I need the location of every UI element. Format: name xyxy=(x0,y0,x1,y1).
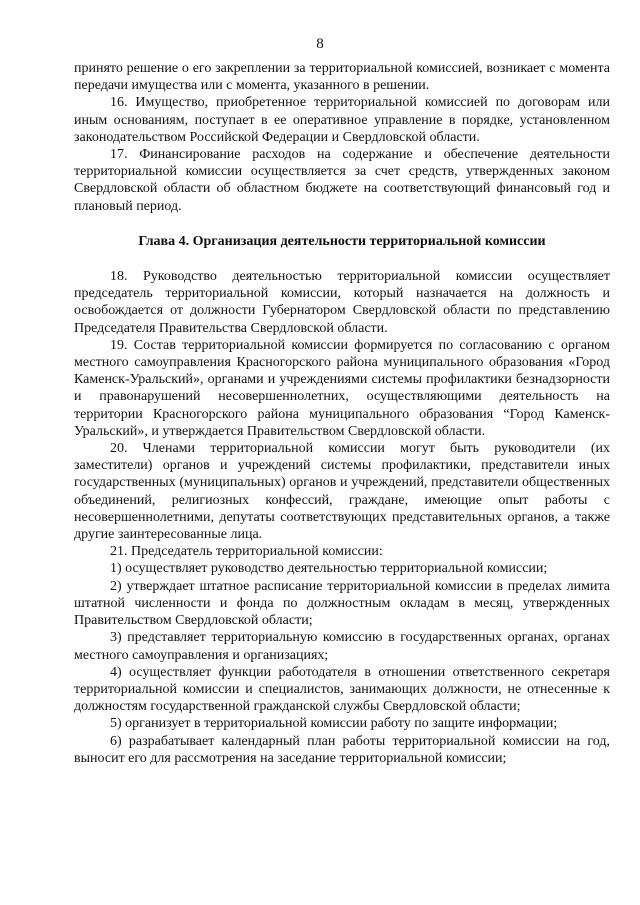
page-number: 8 xyxy=(316,36,324,52)
list-item: 2) утверждает штатное расписание территориальной комиссии в пределах лимита штатной численности и фонда по должностным окладам в месяц, утвержденных Правительством Свердловской области; xyxy=(74,578,610,629)
paragraph: 17. Финансирование расходов на содержание и обеспечение деятельности территориальной комиссии осуществляется за счет средств, утвержденных законом Свердловской области об областном бюджете на соответствующий финансовый год и плановый период. xyxy=(74,147,610,214)
paragraph: 18. Руководство деятельностью территориальной комиссии осуществляет председатель территориальной комиссии, который назначается на должность и освобождается от должности Губернатором Свердловской области по представлению Председателя Правительства Свердловской области. xyxy=(74,269,610,336)
paragraph: 16. Имущество, приобретенное территориальной комиссией по договорам или иным основаниям, поступает в ее оперативное управление в порядке, установленном законодательством Российской Федерации и Свердловской области. xyxy=(74,95,610,145)
paragraph: 20. Членами территориальной комиссии могут быть руководители (их заместители) органов и учреждений системы профилактики, представители иных государственных (муниципальных) органов и учреждений, представители общественных объединений, религиозных конфессий, граждане, имеющие опыт работы с несовершеннолетними, депутаты соответствующих представительных органов, а также другие заинтересованные лица. xyxy=(74,441,610,543)
list-item: 6) разрабатывает календарный план работы территориальной комиссии на год, выносит его для рассмотрения на заседание территориальной комиссии; xyxy=(74,733,610,766)
chapter-heading: Глава 4. Организация деятельности территориальной комиссии xyxy=(138,233,546,249)
document-body xyxy=(74,60,610,767)
list-item: 5) организует в территориальной комиссии работу по защите информации; xyxy=(110,716,558,732)
paragraph: 21. Председатель территориальной комиссии: xyxy=(110,544,383,560)
list-item: 4) осуществляет функции работодателя в отношении ответственного секретаря территориальной комиссии и специалистов, занимающих должности, не отнесенные к должностям государственной гражданской службы Свердловской области; xyxy=(74,664,610,715)
list-item: 3) представляет территориальную комиссию в государственных органах, органах местного самоуправления и организациях; xyxy=(74,630,610,663)
list-item: 1) осуществляет руководство деятельностью территориальной комиссии; xyxy=(110,561,548,577)
paragraph: 19. Состав территориальной комиссии формируется по согласованию с органом местного самоуправления Красногорского района муниципального образования «Город Каменск-Уральский», органами и учреждениями системы профилактики безнадзорности и правонарушений несовершеннолетних, осуществляющими деятельность на территории Красногорского района муниципального образования “Город Каменск-Уральский», и утверждается Правительством Свердловской области. xyxy=(74,337,610,439)
paragraph: принято решение о его закреплении за территориальной комиссией, возникает с момента передачи имущества или с момента, указанного в решении. xyxy=(74,61,610,94)
